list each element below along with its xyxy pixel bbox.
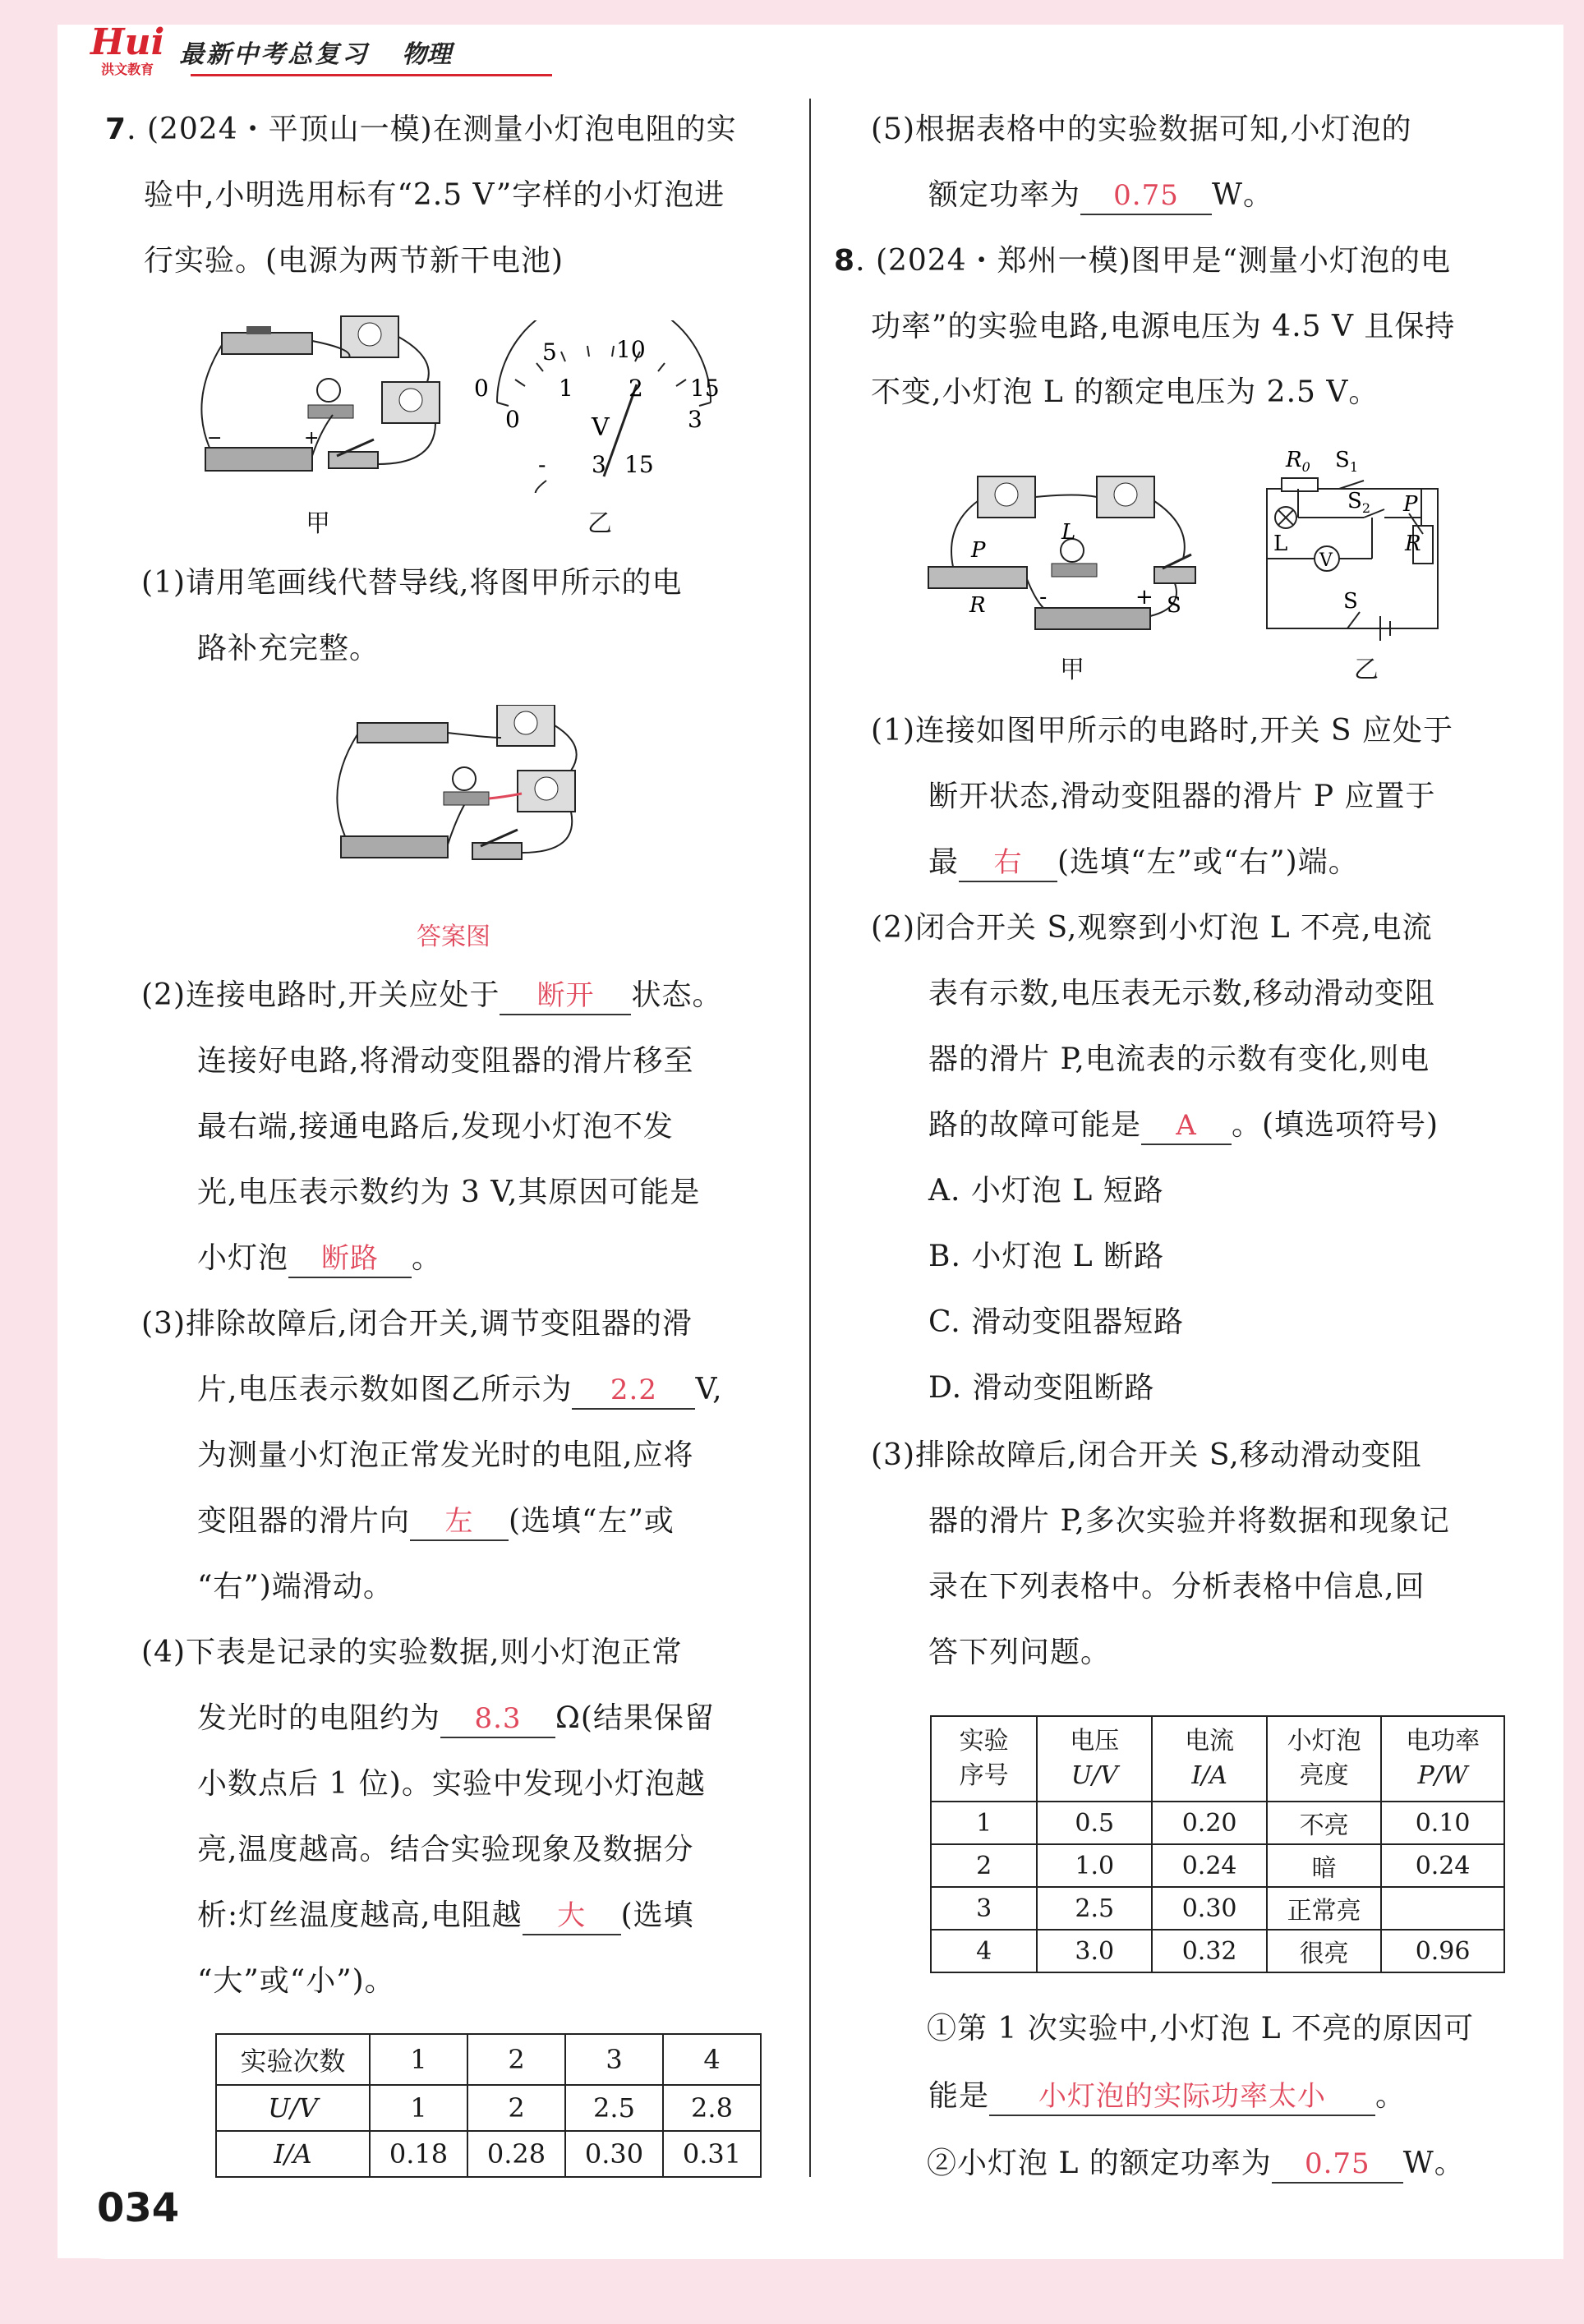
q7-p4-answer: 8.3 [440, 1700, 555, 1738]
q7-p2-line2: 连接好电路,将滑动变阻器的滑片移至 [197, 1044, 694, 1078]
dial-tick-10: 10 [616, 336, 646, 363]
dial-tick-15: 15 [690, 375, 720, 402]
q7-stem-1: . (2024・平顶山一模)在测量小灯泡电阻的实 [127, 113, 737, 146]
q8-line3: 不变,小灯泡 L 的额定电压为 2.5 V。 [871, 375, 1379, 409]
schematic-s2-main: S [1347, 489, 1362, 513]
q7-p2-text-pre: (2)连接电路时,开关应处于 [141, 978, 500, 1012]
q7-p4-line2 [197, 1700, 715, 1738]
q7-p3-line1: (3)排除故障后,闭合开关,调节变阻器的滑 [141, 1307, 693, 1341]
schematic-s1-sub: 1 [1349, 459, 1358, 475]
q8-s2-pre: ②小灯泡 L 的额定功率为 [927, 2147, 1272, 2180]
header-cell-line1: 电流 [1185, 1727, 1235, 1756]
q8-p1-line1: (1)连接如图甲所示的电路时,开关 S 应处于 [871, 714, 1453, 748]
table-header-cell [1152, 1716, 1267, 1802]
q7-p4-answer2: 大 [523, 1898, 621, 1935]
table-cell: 实验次数 [216, 2034, 370, 2085]
q8-p2-line4-pre: 路的故障可能是 [928, 1108, 1142, 1142]
table-cell: 3.0 [1037, 1930, 1152, 1972]
table-cell: 1 [370, 2034, 467, 2085]
q7-p5-line2 [928, 177, 1273, 215]
table-cell: 2.8 [663, 2085, 761, 2131]
table-cell: 2 [467, 2034, 565, 2085]
q8-p3-line4: 答下列问题。 [928, 1636, 1112, 1669]
q8-line1 [834, 243, 1451, 279]
table-cell: 0.20 [1152, 1802, 1267, 1844]
book-subject: 物理 [402, 40, 452, 69]
battery-plus-label: + [304, 428, 320, 449]
header-cell-line1: 电压 [1070, 1727, 1120, 1756]
q8-figure-a-circuit [920, 460, 1200, 657]
table-row [216, 2131, 761, 2177]
q7-figure-b-voltmeter-dial [472, 320, 744, 493]
schematic-label-l: L [1273, 532, 1288, 556]
header-cell-line1: 电功率 [1406, 1727, 1480, 1756]
q7-p2-answer2: 断路 [288, 1240, 412, 1278]
q8-fig-a-caption: 甲 [1060, 656, 1084, 684]
q7-p4-line6: “大”或“小”)。 [197, 1964, 395, 1998]
table-cell: 3 [565, 2034, 663, 2085]
table-cell: 暗 [1267, 1844, 1381, 1887]
table-row [931, 1930, 1504, 1972]
table-cell [1381, 1887, 1504, 1930]
q7-p4-line2-post: Ω(结果保留 [555, 1701, 715, 1735]
q8-fig-a-label-s: S [1167, 593, 1181, 618]
table-cell: 很亮 [1267, 1930, 1381, 1972]
q8-p1-line3-post: (选填“左”或“右”)端。 [1057, 845, 1359, 879]
q8-p3-line3: 录在下列表格中。分析表格中信息,回 [928, 1570, 1425, 1604]
q7-p5-answer: 0.75 [1080, 177, 1212, 215]
table-cell: 0.31 [663, 2131, 761, 2177]
header-cell-line1: 实验 [959, 1727, 1009, 1756]
header-cell-line2: 亮度 [1299, 1761, 1349, 1790]
q7-p3-line5: “右”)端滑动。 [197, 1570, 394, 1604]
q7-p3-line3: 为测量小灯泡正常发光时的电阻,应将 [197, 1438, 694, 1472]
dial-tick-0-outer: 0 [474, 375, 489, 402]
table-cell: 0.30 [1152, 1887, 1267, 1930]
schematic-label-v: V [1319, 550, 1333, 571]
dial-tick-5: 5 [542, 338, 557, 366]
schematic-s2-sub: 2 [1361, 500, 1370, 516]
table-header-cell [1381, 1716, 1504, 1802]
q7-p5-line1: (5)根据表格中的实验数据可知,小灯泡的 [871, 113, 1412, 146]
q7-fig-b-caption: 乙 [587, 509, 612, 538]
schematic-s1-main: S [1335, 448, 1350, 472]
q7-line1 [105, 112, 737, 148]
q8-fig-a-label-r: R [969, 593, 986, 618]
schematic-label-s1 [1335, 448, 1358, 475]
page-number: 034 [97, 2185, 180, 2231]
dial-terminal-3: 3 [592, 451, 606, 478]
q7-p5-line2-post: W。 [1212, 178, 1274, 212]
page-header [90, 23, 451, 81]
table-row [931, 1844, 1504, 1887]
q8-s1-line1: ①第 1 次实验中,小灯泡 L 不亮的原因可 [927, 2012, 1475, 2046]
table-cell: 0.24 [1381, 1844, 1504, 1887]
table-header-cell [931, 1716, 1037, 1802]
q8-s1-line2-post: 。 [1375, 2079, 1407, 2113]
table-cell: 1.0 [1037, 1844, 1152, 1887]
header-cell-line2: 序号 [959, 1761, 1009, 1790]
table-cell: 2 [467, 2085, 565, 2131]
q7-p4-line5-post: (选填 [620, 1898, 694, 1932]
q8-p1-answer: 右 [959, 844, 1057, 882]
q8-option-a: A. 小灯泡 L 短路 [928, 1174, 1164, 1208]
dial-tick-0-inner: 0 [505, 406, 520, 433]
q8-number: 8 [834, 244, 856, 278]
table-header-row [931, 1716, 1504, 1802]
q7-p4-line3: 小数点后 1 位)。实验中发现小灯泡越 [197, 1767, 706, 1801]
table-cell: 0.24 [1152, 1844, 1267, 1887]
q8-s2-line [927, 2146, 1465, 2184]
dial-tick-2: 2 [629, 375, 643, 402]
q8-s1-line2-pre: 能是 [928, 2079, 990, 2113]
table-cell: 1 [931, 1802, 1037, 1844]
q8-p3-line1: (3)排除故障后,闭合开关 S,移动滑动变阻 [871, 1438, 1422, 1472]
q8-figure-b-schematic [1249, 444, 1454, 649]
table-cell: 4 [663, 2034, 761, 2085]
q8-p2-line4-post: 。(填选项符号) [1232, 1108, 1439, 1142]
table-row [216, 2085, 761, 2131]
q7-answer-figure-circuit [325, 705, 596, 877]
q8-fig-a-label-l: L [1061, 520, 1076, 545]
q7-p3-line2 [197, 1372, 723, 1410]
q8-fig-a-label-minus: - [1039, 585, 1048, 610]
q8-option-c: C. 滑动变阻器短路 [928, 1305, 1185, 1339]
table-cell: 正常亮 [1267, 1887, 1381, 1930]
dial-terminal-15: 15 [624, 451, 654, 478]
schematic-label-r0 [1285, 448, 1310, 475]
dial-unit-v: V [592, 413, 610, 442]
table-row [931, 1802, 1504, 1844]
q8-s2-answer: 0.75 [1272, 2146, 1403, 2184]
q8-data-table [930, 1715, 1505, 1973]
schematic-r0-main: R [1286, 448, 1302, 472]
q8-p3-line2: 器的滑片 P,多次实验并将数据和现象记 [928, 1504, 1450, 1538]
q8-s1-answer: 小灯泡的实际功率太小 [989, 2078, 1375, 2116]
q7-p3-line4 [197, 1503, 675, 1541]
q7-p4-line4: 亮,温度越高。结合实验现象及数据分 [197, 1833, 694, 1866]
table-cell: 4 [931, 1930, 1037, 1972]
q7-p5-line2-pre: 额定功率为 [928, 178, 1081, 212]
answer-figure-caption: 答案图 [417, 923, 490, 951]
page-frame-left [0, 0, 58, 2324]
header-cell-line1: 小灯泡 [1287, 1727, 1361, 1756]
q8-option-d: D. 滑动变阻断路 [928, 1371, 1155, 1405]
q8-p1-line3-pre: 最 [928, 845, 960, 879]
table-cell: 0.10 [1381, 1802, 1504, 1844]
table-cell: I/A [216, 2131, 370, 2177]
q8-s1-line2 [928, 2078, 1406, 2116]
q8-line2: 功率”的实验电路,电源电压为 4.5 V 且保持 [871, 310, 1456, 343]
dial-tick-3: 3 [688, 406, 702, 433]
schematic-label-s2 [1347, 489, 1370, 516]
q7-p4-line2-pre: 发光时的电阻约为 [197, 1701, 441, 1735]
table-cell: 0.32 [1152, 1930, 1267, 1972]
header-cell-line2: I/A [1191, 1761, 1227, 1790]
table-cell: 2 [931, 1844, 1037, 1887]
table-cell: 0.96 [1381, 1930, 1504, 1972]
table-cell: 2.5 [565, 2085, 663, 2131]
q7-p2-line5 [197, 1240, 442, 1278]
schematic-label-s: S [1343, 589, 1358, 614]
q7-p2-line5-pre: 小灯泡 [197, 1241, 289, 1275]
header-cell-line2: U/V [1071, 1761, 1118, 1790]
table-cell: 1 [370, 2085, 467, 2131]
table-cell: 0.28 [467, 2131, 565, 2177]
table-row [216, 2034, 761, 2085]
q7-p2-line5-post: 。 [412, 1241, 443, 1275]
q7-p3-line2-post: V, [695, 1373, 723, 1406]
q7-p2-line3: 最右端,接通电路后,发现小灯泡不发 [197, 1110, 674, 1144]
q7-line3: 行实验。(电源为两节新干电池) [144, 244, 564, 278]
q7-p2-line4: 光,电压表示数约为 3 V,其原因可能是 [197, 1176, 701, 1209]
q8-p2-line2: 表有示数,电压表无示数,移动滑动变阻 [928, 977, 1435, 1010]
table-cell: 不亮 [1267, 1802, 1381, 1844]
q7-p3-line4-post: (选填“左”或 [509, 1504, 675, 1538]
q7-number: 7 [105, 113, 127, 146]
table-cell: 0.5 [1037, 1802, 1152, 1844]
q7-figure-a-circuit [189, 308, 460, 497]
q7-p2-line1 [141, 978, 722, 1015]
table-cell: 0.30 [565, 2131, 663, 2177]
q8-p1-line2: 断开状态,滑动变阻器的滑片 P 应置于 [928, 780, 1436, 813]
q8-option-b: B. 小灯泡 L 断路 [928, 1240, 1165, 1273]
page-frame-bottom [0, 2258, 1584, 2324]
logo-mark: Hui [90, 21, 165, 63]
q8-stem-1: . (2024・郑州一模)图甲是“测量小灯泡的电 [855, 244, 1452, 278]
q7-p4-line5 [197, 1898, 694, 1935]
q7-fig-a-caption: 甲 [306, 509, 330, 538]
q8-fig-a-label-plus: + [1135, 585, 1153, 610]
dial-tick-1: 1 [559, 375, 573, 402]
column-divider [809, 99, 811, 2177]
q8-p2-line1: (2)闭合开关 S,观察到小灯泡 L 不亮,电流 [871, 911, 1433, 945]
header-underline [191, 74, 552, 76]
battery-minus-label: − [207, 428, 223, 449]
table-cell: 3 [931, 1887, 1037, 1930]
table-row [931, 1887, 1504, 1930]
q7-p4-line1: (4)下表是记录的实验数据,则小灯泡正常 [141, 1636, 683, 1669]
schematic-label-p: P [1403, 492, 1418, 517]
schematic-r0-sub: 0 [1301, 459, 1310, 475]
book-title: 最新中考总复习 [179, 40, 370, 69]
publisher-logo [90, 21, 165, 78]
q8-p2-line3: 器的滑片 P,电流表的示数有变化,则电 [928, 1042, 1430, 1076]
table-cell: 0.18 [370, 2131, 467, 2177]
q7-p4-line5-pre: 析:灯丝温度越高,电阻越 [197, 1898, 523, 1932]
q7-data-table [215, 2033, 762, 2178]
table-header-cell [1267, 1716, 1381, 1802]
q8-s2-post: W。 [1402, 2147, 1465, 2180]
q7-p1-line1: (1)请用笔画线代替导线,将图甲所示的电 [141, 566, 683, 600]
q7-p3-answer2: 左 [410, 1503, 509, 1541]
q8-p2-answer: A [1141, 1107, 1232, 1145]
table-cell: 2.5 [1037, 1887, 1152, 1930]
q7-p2-answer: 断开 [500, 978, 631, 1015]
schematic-label-r: R [1405, 532, 1421, 556]
q7-line2: 验中,小明选用标有“2.5 V”字样的小灯泡进 [144, 178, 725, 212]
page-frame-right [1563, 0, 1584, 2324]
dial-terminal-minus: - [538, 451, 546, 478]
q7-p3-line4-pre: 变阻器的滑片向 [197, 1504, 411, 1538]
q8-fig-b-caption: 乙 [1354, 656, 1379, 684]
table-header-cell [1037, 1716, 1152, 1802]
q7-p2-text-post: 状态。 [631, 978, 723, 1012]
logo-text: 洪文教育 [101, 61, 154, 77]
q8-p2-line4 [928, 1107, 1439, 1145]
header-cell-line2: P/W [1417, 1761, 1468, 1790]
table-cell: U/V [216, 2085, 370, 2131]
q8-fig-a-label-p: P [971, 538, 986, 563]
q7-p3-answer: 2.2 [572, 1372, 695, 1410]
q7-p3-line2-pre: 片,电压表示数如图乙所示为 [197, 1373, 573, 1406]
q8-p1-line3 [928, 844, 1359, 882]
q7-p1-line2: 路补充完整。 [197, 632, 380, 665]
